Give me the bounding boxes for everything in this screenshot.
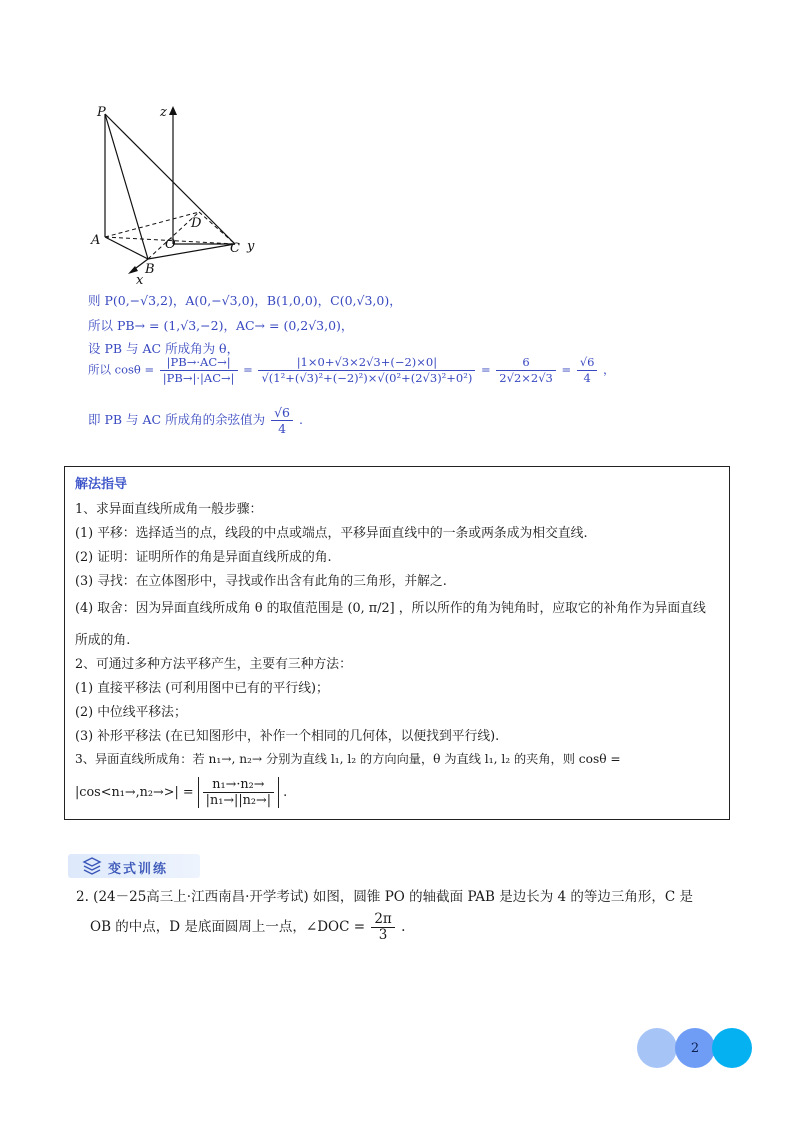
layers-icon [82, 857, 102, 875]
fraction-2: $\frac{|1\times 0+√3\times 2√3+(-2)\times 0|}{\text{√(1²+(√3)²+(−2)²)×√(0²+(2√3)²+0²)}}$ [258, 355, 475, 386]
label-A: A [91, 233, 101, 248]
fraction-3: $\frac{6}{2√2\times 2√3}$ [496, 355, 556, 386]
guide-line-2: (1) 平移：选择适当的点，线段的中点或端点，平移异面直线中的一条或两条成为相交直线. [75, 526, 588, 541]
label-C: C [230, 241, 240, 256]
problem-line-1: 2. (24－25高三上·江西南昌·开学考试) 如图，圆锥 PO 的轴截面 PAB 是边长为 4 的等边三角形，C 是 [76, 889, 694, 905]
guide-line-8: (1) 直接平移法 (可利用图中已有的平行线)； [75, 681, 329, 696]
angle-range: (0, π/2] [347, 601, 395, 616]
badge-label: 变式训练 [108, 862, 169, 877]
guide-line-9: (2) 中位线平移法； [75, 705, 187, 720]
z-axis-arrow [169, 106, 177, 115]
guide-line-6: 所成的角. [75, 633, 131, 648]
guide-line-5: (4) 取舍：因为异面直线所成角 θ 的取值范围是 (0, π/2] ，所以所作的角为钝角时，应取它的补角作为异面直线 [75, 601, 706, 616]
decor-circle-right [712, 1028, 752, 1068]
label-O: O [165, 237, 176, 252]
solution-line-3: 设 PB 与 AC 所成角为 θ， [88, 341, 240, 356]
label-z: z [160, 105, 167, 120]
page-number: 2 [675, 1028, 715, 1068]
angle-fraction: $\frac{2\pi}{3}$ [371, 912, 394, 943]
solution-line-4: 所以 cosθ = $\frac{|PB\to\cdot AC\to|}{|PB\to|\cdot|AC\to|}$ = $\frac{|1\times 0+√3\times 2√3+(-2)\times 0|}{\text{√(1²+(√3)²+(−2)²)×√(0²+(2√3)²+0²)}}$ = $\frac{6}{2√2\times 2√3}$ = $\frac{√6}{4}$ ， [88, 355, 615, 385]
guide-line-4: (3) 寻找：在立体图形中，寻找或作出含有此角的三角形，并解之. [75, 574, 447, 589]
decor-circle-left [637, 1028, 677, 1068]
solution-line-2: 所以 PB→ = (1,√3,−2)，AC→ = (0,2√3,0)， [88, 318, 354, 333]
guide-line-11: 3、异面直线所成角：若 n₁→, n₂→ 分别为直线 l₁, l₂ 的方向向量，θ 为直线 l₁, l₂ 的夹角，则 cosθ = [75, 752, 621, 766]
guide-line-12: |cos<n₁→,n₂→>| = $\frac{\text{n₁→·n₂→}}{\text{|n₁→||n₂→|}}$ . [75, 777, 288, 808]
guide-line-3: (2) 证明：证明所作的角是异面直线所成的角. [75, 550, 332, 565]
geometry-figure [85, 98, 275, 288]
guide-line-1: 1、求异面直线所成角一般步骤： [75, 502, 263, 517]
problem-line-2: OB 的中点，D 是底面圆周上一点，∠DOC = $\frac{2\pi}{3}$ . [90, 911, 406, 943]
label-y: y [247, 239, 255, 254]
label-B: B [145, 262, 155, 277]
edge-AB [105, 237, 148, 259]
fraction-4: $\frac{√6}{4}$ [577, 355, 598, 386]
fraction-1: $\frac{|PB\to\cdot AC\to|}{|PB\to|\cdot|AC\to|}$ [160, 355, 238, 386]
label-D: D [191, 216, 202, 231]
solution-line-1: 则 P(0,−√3,2)，A(0,−√3,0)，B(1,0,0)，C(0,√3,0)， [88, 293, 402, 308]
edge-BC [148, 244, 235, 259]
label-x: x [136, 273, 144, 288]
fraction-5: $\frac{√6}{4}$ [271, 405, 293, 436]
guide-line-7: 2、可通过多种方法平移产生，主要有三种方法： [75, 657, 352, 672]
solution-line-5: 即 PB 与 AC 所成角的余弦值为 $\frac{√6}{4}$ . [88, 405, 303, 436]
cos-formula-fraction: $\frac{\text{n₁→·n₂→}}{\text{|n₁→||n₂→|}}$ [203, 777, 274, 808]
cos-prefix: 所以 cosθ = [88, 362, 155, 377]
method-guide-box [64, 466, 730, 820]
label-P: P [97, 105, 106, 120]
variant-training-badge [68, 854, 200, 878]
guide-line-10: (3) 补形平移法 (在已知图形中，补作一个相同的几何体，以便找到平行线). [75, 729, 500, 744]
guide-title: 解法指导 [75, 477, 128, 492]
